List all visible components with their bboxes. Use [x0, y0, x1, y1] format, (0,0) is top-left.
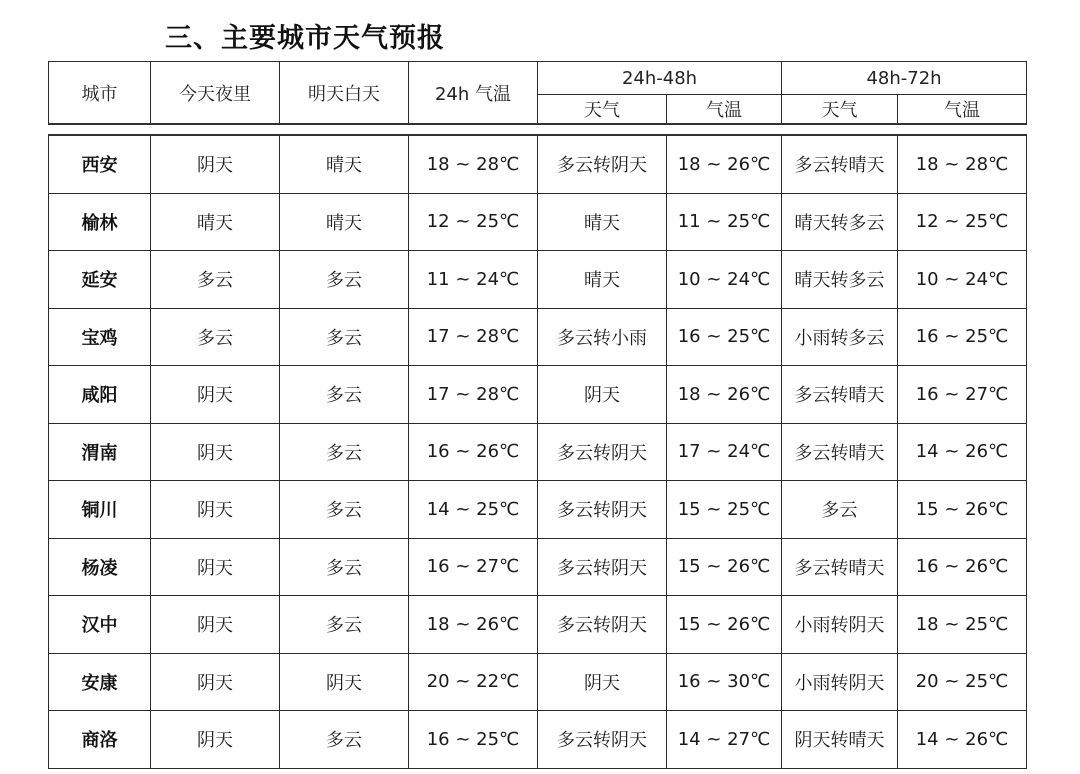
- cell-weather-48-72: 多云: [782, 481, 898, 539]
- cell-city: 商洛: [49, 711, 151, 769]
- cell-weather-24-48: 阴天: [538, 653, 667, 711]
- cell-temp-48-72: 20 ~ 25℃: [898, 653, 1027, 711]
- cell-weather-24-48: 多云转阴天: [538, 481, 667, 539]
- header-divider: [49, 124, 1027, 135]
- cell-tomorrow-day: 多云: [280, 538, 409, 596]
- cell-tonight: 阴天: [151, 481, 280, 539]
- cell-temp-48-72: 15 ~ 26℃: [898, 481, 1027, 539]
- cell-temp-24-48: 18 ~ 26℃: [667, 366, 782, 424]
- table-row: [49, 653, 1027, 711]
- cell-tonight: 晴天: [151, 193, 280, 251]
- cell-tomorrow-day: 阴天: [280, 653, 409, 711]
- cell-city: 安康: [49, 653, 151, 711]
- cell-temp-24-48: 16 ~ 25℃: [667, 308, 782, 366]
- cell-weather-48-72: 多云转晴天: [782, 366, 898, 424]
- cell-temp-24-48: 18 ~ 26℃: [667, 135, 782, 193]
- cell-city: 渭南: [49, 423, 151, 481]
- cell-tonight: 阴天: [151, 423, 280, 481]
- cell-weather-48-72: 小雨转多云: [782, 308, 898, 366]
- cell-temp-24-48: 15 ~ 26℃: [667, 596, 782, 654]
- cell-city: 汉中: [49, 596, 151, 654]
- cell-weather-24-48: 多云转阴天: [538, 711, 667, 769]
- cell-weather-24-48: 多云转小雨: [538, 308, 667, 366]
- cell-tonight: 阴天: [151, 596, 280, 654]
- cell-tonight: 多云: [151, 308, 280, 366]
- table-row: [49, 308, 1027, 366]
- cell-city: 西安: [49, 135, 151, 193]
- cell-city: 铜川: [49, 481, 151, 539]
- cell-city: 宝鸡: [49, 308, 151, 366]
- header-group-24-48: 24h-48h: [538, 62, 782, 95]
- header-group-48-72: 48h-72h: [782, 62, 1027, 95]
- header-city: 城市: [49, 62, 151, 125]
- cell-weather-48-72: 多云转晴天: [782, 135, 898, 193]
- cell-tonight: 阴天: [151, 366, 280, 424]
- table-body: [49, 135, 1027, 768]
- cell-weather-48-72: 晴天转多云: [782, 251, 898, 309]
- header-temp-24-48: 气温: [667, 95, 782, 125]
- cell-temp-48-72: 12 ~ 25℃: [898, 193, 1027, 251]
- cell-tomorrow-day: 多云: [280, 596, 409, 654]
- table-row: [49, 596, 1027, 654]
- cell-city: 延安: [49, 251, 151, 309]
- cell-temp-24-48: 15 ~ 25℃: [667, 481, 782, 539]
- header-tomorrow-day: 明天白天: [280, 62, 409, 125]
- cell-temp-24-48: 11 ~ 25℃: [667, 193, 782, 251]
- cell-city: 榆林: [49, 193, 151, 251]
- cell-tomorrow-day: 多云: [280, 423, 409, 481]
- cell-temp-48-72: 16 ~ 26℃: [898, 538, 1027, 596]
- cell-temp-24-48: 14 ~ 27℃: [667, 711, 782, 769]
- cell-temp-24h: 18 ~ 28℃: [409, 135, 538, 193]
- cell-temp-24h: 14 ~ 25℃: [409, 481, 538, 539]
- cell-temp-24h: 12 ~ 25℃: [409, 193, 538, 251]
- cell-temp-24h: 16 ~ 27℃: [409, 538, 538, 596]
- cell-temp-24-48: 17 ~ 24℃: [667, 423, 782, 481]
- cell-temp-48-72: 16 ~ 27℃: [898, 366, 1027, 424]
- cell-temp-24h: 16 ~ 25℃: [409, 711, 538, 769]
- cell-temp-24h: 11 ~ 24℃: [409, 251, 538, 309]
- cell-weather-48-72: 小雨转阴天: [782, 653, 898, 711]
- cell-tomorrow-day: 多云: [280, 251, 409, 309]
- cell-tonight: 阴天: [151, 538, 280, 596]
- cell-tonight: 多云: [151, 251, 280, 309]
- cell-tomorrow-day: 多云: [280, 711, 409, 769]
- cell-tomorrow-day: 多云: [280, 481, 409, 539]
- header-temp-48-72: 气温: [898, 95, 1027, 125]
- table-row: [49, 538, 1027, 596]
- forecast-table: [48, 61, 1027, 769]
- cell-weather-24-48: 多云转阴天: [538, 423, 667, 481]
- cell-weather-24-48: 多云转阴天: [538, 538, 667, 596]
- cell-weather-48-72: 晴天转多云: [782, 193, 898, 251]
- cell-tonight: 阴天: [151, 653, 280, 711]
- header-tonight: 今天夜里: [151, 62, 280, 125]
- table-row: [49, 481, 1027, 539]
- cell-weather-24-48: 多云转阴天: [538, 596, 667, 654]
- header-weather-24-48: 天气: [538, 95, 667, 125]
- cell-temp-24-48: 15 ~ 26℃: [667, 538, 782, 596]
- cell-tonight: 阴天: [151, 135, 280, 193]
- cell-weather-48-72: 阴天转晴天: [782, 711, 898, 769]
- cell-tomorrow-day: 多云: [280, 308, 409, 366]
- table-header: [49, 62, 1027, 136]
- cell-tomorrow-day: 多云: [280, 366, 409, 424]
- header-temp-24h: 24h 气温: [409, 62, 538, 125]
- page-title: 三、主要城市天气预报: [165, 23, 445, 54]
- cell-temp-24h: 16 ~ 26℃: [409, 423, 538, 481]
- cell-temp-24h: 18 ~ 26℃: [409, 596, 538, 654]
- cell-weather-48-72: 多云转晴天: [782, 538, 898, 596]
- cell-weather-24-48: 多云转阴天: [538, 135, 667, 193]
- table-row: [49, 366, 1027, 424]
- cell-temp-24h: 17 ~ 28℃: [409, 308, 538, 366]
- cell-tomorrow-day: 晴天: [280, 135, 409, 193]
- cell-weather-24-48: 阴天: [538, 366, 667, 424]
- cell-temp-24h: 20 ~ 22℃: [409, 653, 538, 711]
- cell-city: 咸阳: [49, 366, 151, 424]
- cell-temp-48-72: 18 ~ 25℃: [898, 596, 1027, 654]
- table-row: [49, 711, 1027, 769]
- cell-weather-24-48: 晴天: [538, 193, 667, 251]
- cell-temp-24-48: 10 ~ 24℃: [667, 251, 782, 309]
- cell-weather-48-72: 多云转晴天: [782, 423, 898, 481]
- table-row: [49, 251, 1027, 309]
- table-row: [49, 423, 1027, 481]
- cell-tomorrow-day: 晴天: [280, 193, 409, 251]
- table-row: [49, 135, 1027, 193]
- cell-temp-48-72: 14 ~ 26℃: [898, 423, 1027, 481]
- cell-city: 杨凌: [49, 538, 151, 596]
- cell-temp-24-48: 16 ~ 30℃: [667, 653, 782, 711]
- cell-tonight: 阴天: [151, 711, 280, 769]
- cell-temp-48-72: 16 ~ 25℃: [898, 308, 1027, 366]
- cell-weather-48-72: 小雨转阴天: [782, 596, 898, 654]
- cell-temp-48-72: 10 ~ 24℃: [898, 251, 1027, 309]
- cell-temp-48-72: 14 ~ 26℃: [898, 711, 1027, 769]
- cell-temp-48-72: 18 ~ 28℃: [898, 135, 1027, 193]
- cell-temp-24h: 17 ~ 28℃: [409, 366, 538, 424]
- cell-weather-24-48: 晴天: [538, 251, 667, 309]
- table-row: [49, 193, 1027, 251]
- header-weather-48-72: 天气: [782, 95, 898, 125]
